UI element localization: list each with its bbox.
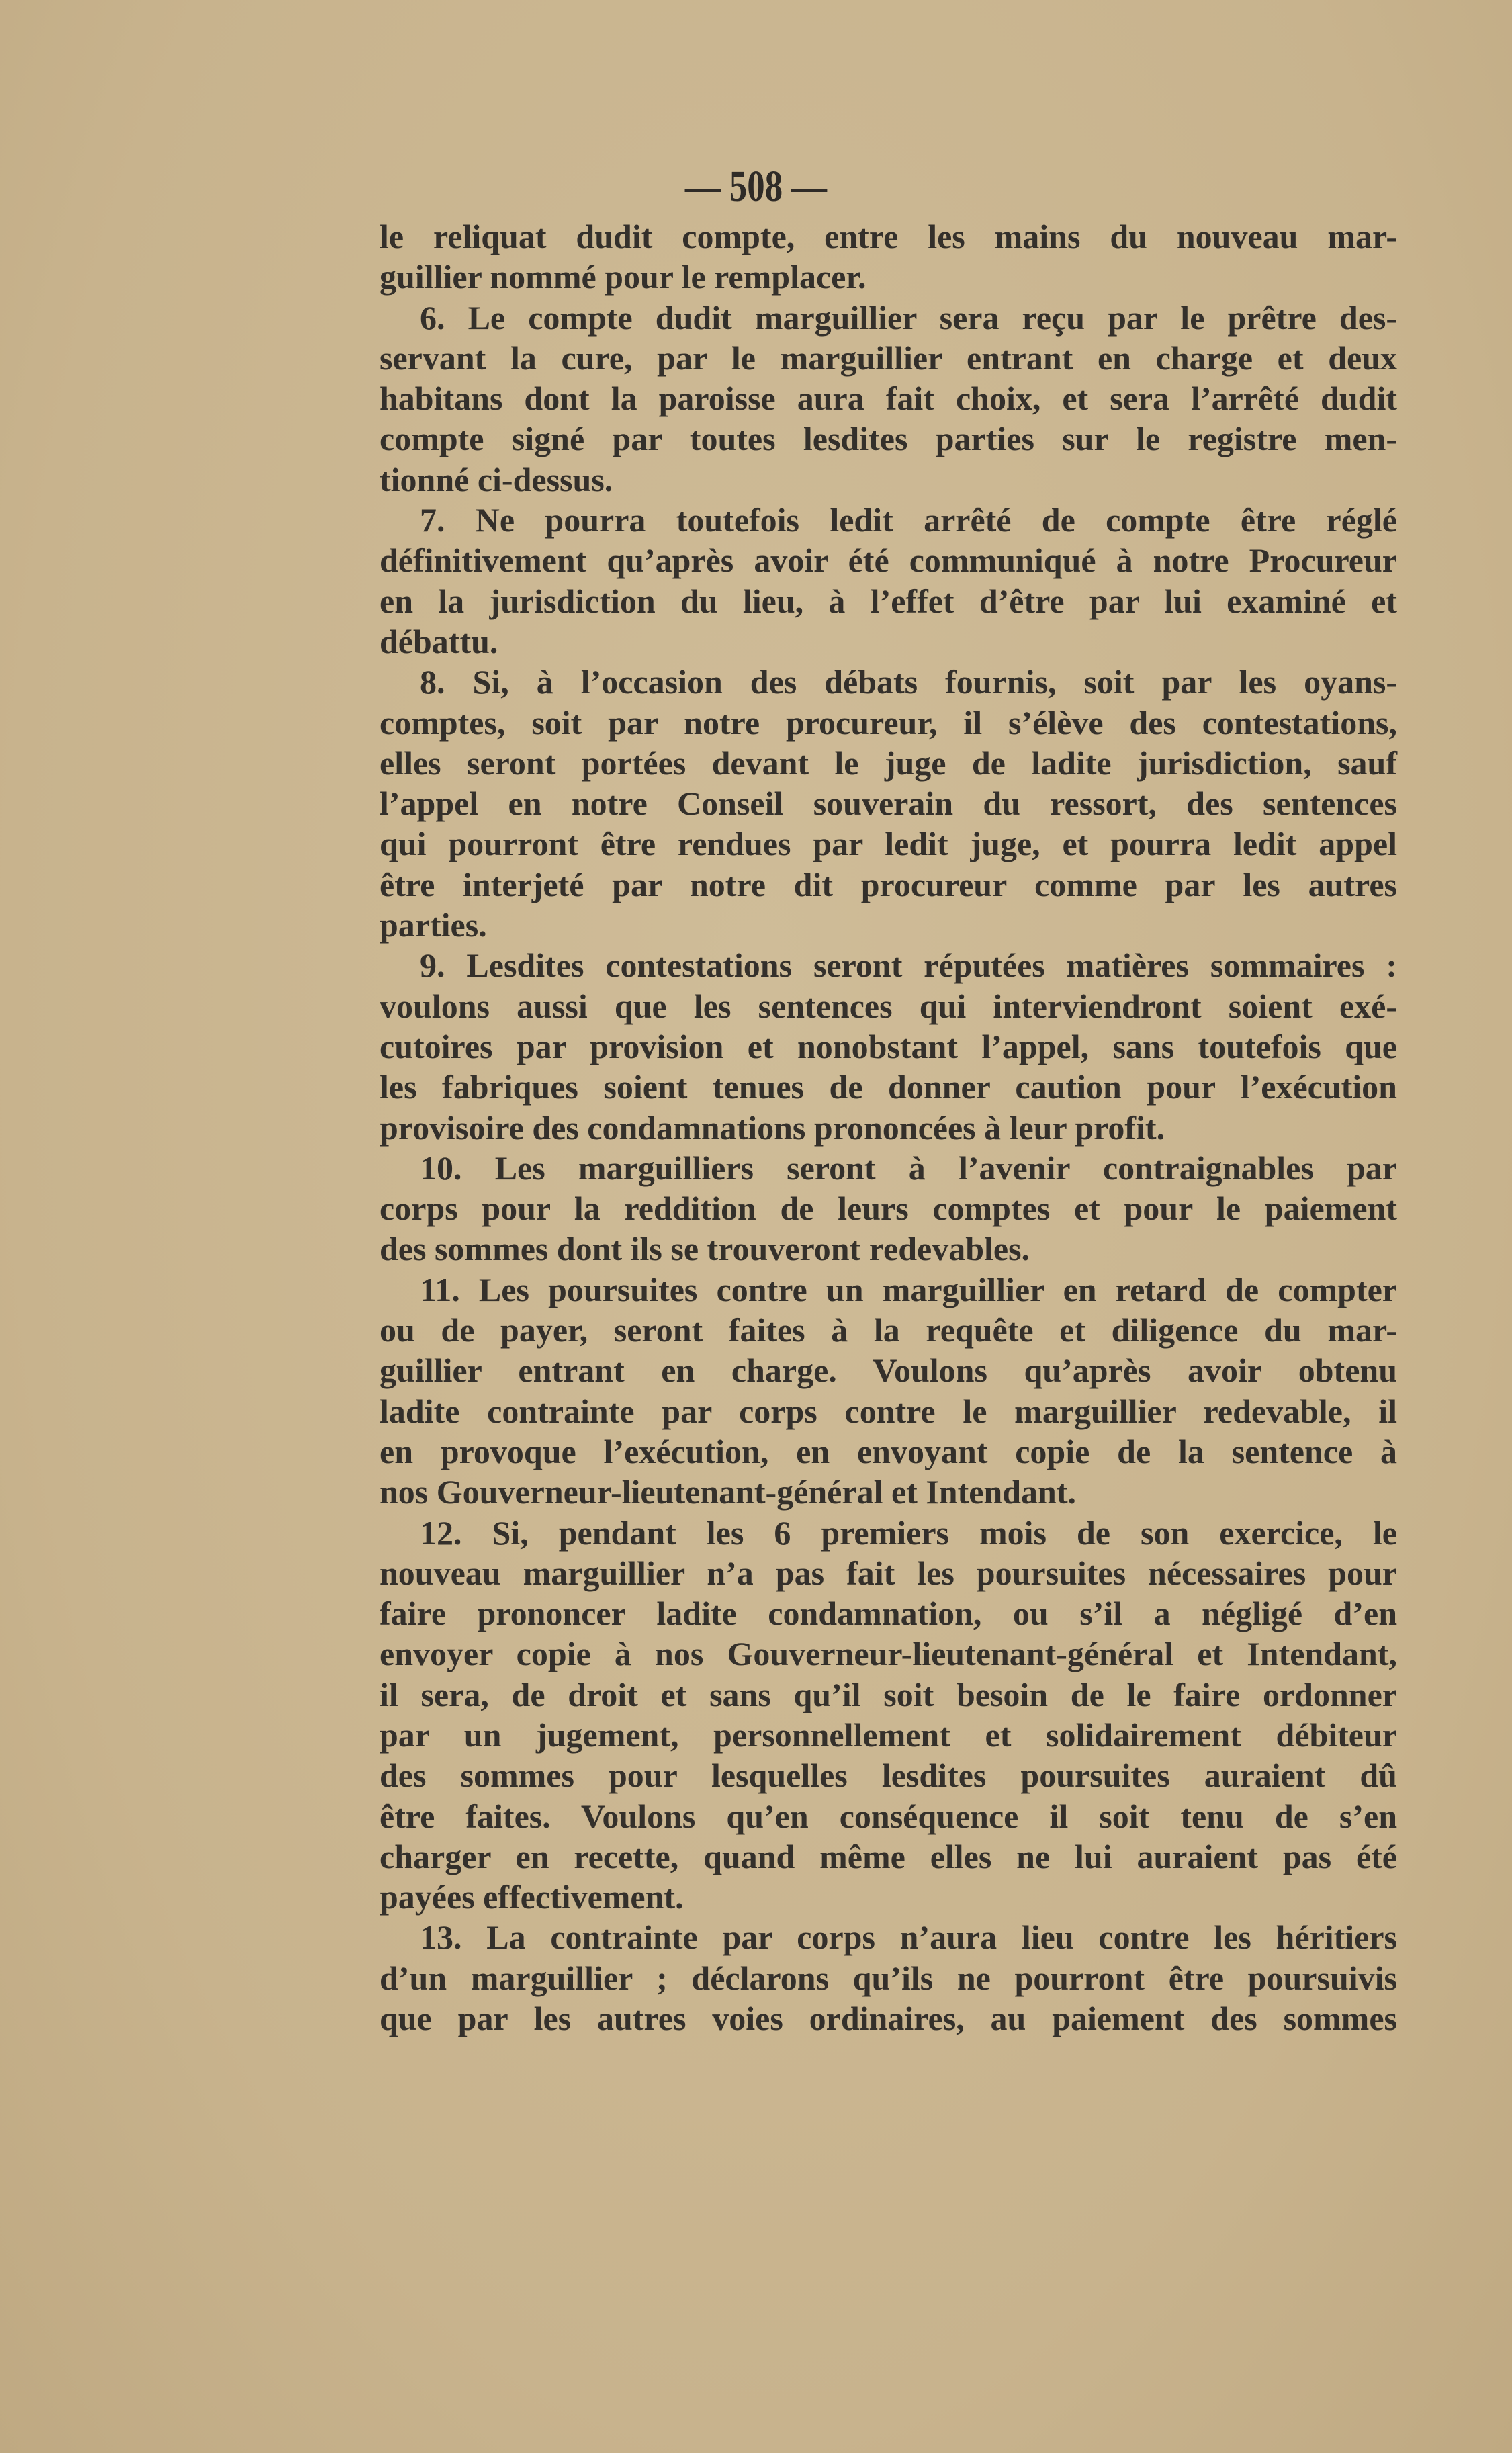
paragraph-start-line: 10. Les marguilliers seront à l’avenir contraignables par — [420, 1149, 1397, 1187]
text-line: définitivement qu’après avoir été communiqué à notre Procureur — [380, 541, 1397, 580]
text-line: par un jugement, personnellement et solidairement débiteur — [380, 1715, 1397, 1754]
text-line: parties. — [380, 906, 487, 944]
page-number: — 508 — — [684, 162, 828, 211]
paragraph-start-line: 13. La contrainte par corps n’aura lieu contre les héritiers — [420, 1918, 1397, 1957]
text-line: l’appel en notre Conseil souverain du ressort, des sentences — [380, 785, 1397, 823]
text-line: que par les autres voies ordinaires, au paiement des sommes — [380, 2000, 1397, 2038]
text-line: d’un marguillier ; déclarons qu’ils ne pourront être poursuivis — [380, 1959, 1397, 1997]
paragraph-start-line: 9. Lesdites contestations seront réputées matières sommaires : — [420, 946, 1397, 985]
text-line: nos Gouverneur-lieutenant-général et Intendant. — [380, 1473, 1076, 1511]
text-line: ladite contrainte par corps contre le marguillier redevable, il — [380, 1392, 1397, 1430]
text-line: elles seront portées devant le juge de ladite jurisdiction, sauf — [380, 744, 1397, 782]
text-line: corps pour la reddition de leurs comptes et pour le paiement — [380, 1190, 1397, 1228]
text-line: habitans dont la paroisse aura fait choix, et sera l’arrêté dudit — [380, 380, 1397, 418]
text-line: envoyer copie à nos Gouverneur-lieutenant-général et Intendant, — [380, 1635, 1397, 1673]
text-line: qui pourront être rendues par ledit juge, et pourra ledit appel — [380, 825, 1397, 863]
text-line: les fabriques soient tenues de donner caution pour l’exécution — [380, 1068, 1397, 1106]
text-line: guillier nommé pour le remplacer. — [380, 258, 866, 296]
text-line: des sommes dont ils se trouveront redevables. — [380, 1230, 1030, 1268]
paragraph-start-line: 12. Si, pendant les 6 premiers mois de son exercice, le — [420, 1513, 1397, 1552]
text-line: tionné ci-dessus. — [380, 460, 613, 498]
text-line: payées effectivement. — [380, 1878, 684, 1916]
text-line: servant la cure, par le marguillier entrant en charge et deux — [380, 339, 1397, 377]
text-line: en provoque l’exécution, en envoyant copie de la sentence à — [380, 1432, 1397, 1470]
paragraph-start-line: 8. Si, à l’occasion des débats fournis, soit par les oyans- — [420, 663, 1397, 701]
text-line: provisoire des condamnations prononcées à leur profit. — [380, 1108, 1165, 1147]
text-line: des sommes pour lesquelles lesdites poursuites auraient dû — [380, 1756, 1397, 1795]
text-line: charger en recette, quand même elles ne lui auraient pas été — [380, 1837, 1397, 1875]
text-line: être interjeté par notre dit procureur comme par les autres — [380, 865, 1397, 903]
text-line: comptes, soit par notre procureur, il s’élève des contestations, — [380, 703, 1397, 742]
text-line: être faites. Voulons qu’en conséquence il soit tenu de s’en — [380, 1797, 1397, 1835]
text-line: il sera, de droit et sans qu’il soit besoin de le faire ordonner — [380, 1675, 1397, 1713]
paragraph-start-line: 11. Les poursuites contre un marguillier en retard de compter — [420, 1270, 1397, 1308]
text-line: voulons aussi que les sentences qui interviendront soient exé- — [380, 987, 1397, 1025]
paragraph-start-line: 6. Le compte dudit marguillier sera reçu par le prêtre des- — [420, 298, 1397, 337]
text-line: guillier entrant en charge. Voulons qu’après avoir obtenu — [380, 1351, 1397, 1390]
body-text — [380, 216, 1397, 2039]
text-line: compte signé par toutes lesdites parties sur le registre men- — [380, 420, 1397, 458]
text-line: débattu. — [380, 622, 498, 660]
text-line: ou de payer, seront faites à la requête et diligence du mar- — [380, 1311, 1397, 1349]
text-line: faire prononcer ladite condamnation, ou s’il a négligé d’en — [380, 1595, 1397, 1633]
text-line: cutoires par provision et nonobstant l’appel, sans toutefois que — [380, 1027, 1397, 1065]
text-line: le reliquat dudit compte, entre les mains du nouveau mar- — [380, 218, 1397, 255]
paragraph-start-line: 7. Ne pourra toutefois ledit arrêté de compte être réglé — [420, 501, 1397, 539]
text-line: nouveau marguillier n’a pas fait les poursuites nécessaires pour — [380, 1554, 1397, 1592]
text-line: en la jurisdiction du lieu, à l’effet d’être par lui examiné et — [380, 582, 1397, 620]
